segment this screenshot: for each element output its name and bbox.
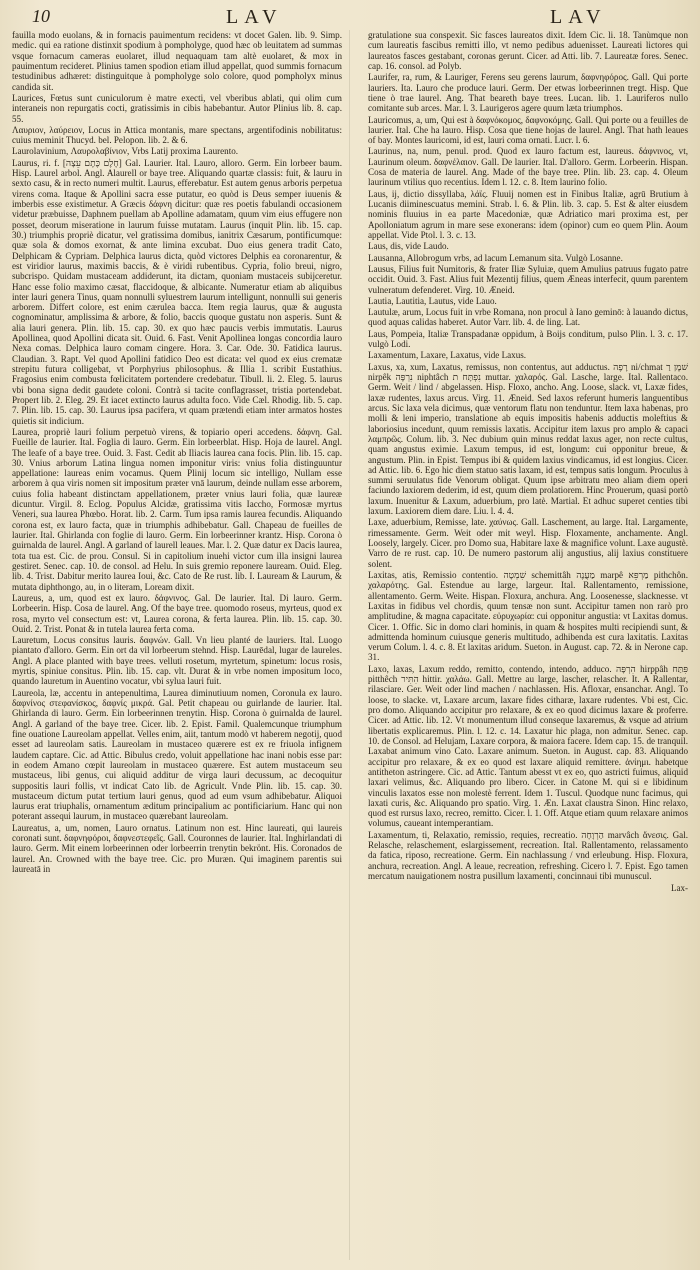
- entry-paragraph: Laurices, Fœtus sunt cuniculorum è matre execti, vel vberibus ablati, qui olim cum interaneis non repurgatis cocti, gratissimis in cibis habebantur. Autor Plinius lib. 8. cap. 55.: [12, 92, 342, 124]
- entry-paragraph: Laurifer, ra, rum, & Lauriger, Ferens seu gerens laurum, δαφνηφόρος. Gall. Qui porte lauriers. Ita. Lauro che produce lauri. Germ. Der etwas lorbeerinnen tregt. Hisp. Que tiene ò trae laurel. Ang. That beareth baye trees. Lucan. lib. 1. Lauriferos nullo comitante sub arces. Mar. l. 3. Laurigeros agere quum læta triumphos.: [368, 72, 688, 114]
- running-head-right: LAV: [550, 6, 607, 28]
- entry-paragraph: Laus, Pompeia, Italiæ Transpadanæ oppidum, à Boijs conditum, pulso Plin. l. 3. c. 17. vulgò Lodi.: [368, 328, 688, 350]
- entry-paragraph: Lautia, Lautitia, Lautus, vide Lauo.: [368, 295, 497, 306]
- entry-paragraph: Laureus, a, um, quod est ex lauro. δάφνινος. Gal. De laurier. Ital. Di lauro. Germ. Lorbeerin. Hisp. Cosa de laurel. Ang. Of the baye tree. quomodo roseus, myrteus, quod ex rosa, myrto vel consectum est: vt, Laurea corona, & ferta laurea. Plin. lib. 15. cap. 30. Ouid. 2. Trist. Ponat & in tutela laurea ferta coma.: [12, 592, 342, 634]
- catchword: Lax-: [671, 883, 688, 894]
- entry-paragraph: Laxamentum, Laxare, Laxatus, vide Laxus.: [368, 350, 527, 361]
- entry-paragraph: Laus, ij, dictio dissyllaba, λάϊς. Fluuij nomen est in Finibus Italiæ, agrū Brutium à Lucanis diiminescuatus memini. Strab. l. 6. & Plin. lib. 3. cap. 5. Est & alter eiusdem nominis fluuius in ea parte Macedoniæ, quæ Adriatico mari proxima est, per Apolloniatum agrum in mare sese exonerans: idem (opinor) cum eo quem Plin. Aoum appellat. Vide Ptol. l. 3. c. 13.: [368, 188, 688, 240]
- entry-paragraph: Laxamentum, ti, Relaxatio, remissio, requies, recreatio. הַרְוָחָה marvâch ἄνεσις. Gal. Relasche, relaschement, eslargissement, recreation. Ital. Rallentamento, relassamento da fatica, riposo, recreatione. Germ. Ein nachlassung / vnd erleubung. Hisp. Floxura, anchura, recreation. Angl. A leaue, recreation, refreshing. Cicero l. 7. Epist. Ego tamen mercatum nauigationem nostra pusillum laxamenti, concinnaui tibi munuscul.: [368, 829, 688, 881]
- left-column: [12, 30, 342, 1266]
- column-gutter: [349, 30, 350, 1260]
- entry-paragraph: Laureatus, a, um, nomen, Lauro ornatus. Latinum non est. Hinc laureati, qui laureis coronati sunt. δαφνηφόροι, δαφνεστεφεῖς. Gall. Couronnes de laurier. Ital. Inghirlandati di lauro. Germ. Mit einem lorbeerinnen oder lorbeerrin trenytin bekrönt. His. Coronados de laurel. An. Crowned with the baye tree. Cic. pro Muræn. Qui imaginem parentis sui laureatā in: [12, 822, 342, 874]
- entry-paragraph: fauilla modo euolans, & in fornacis pauimentum recidens: vt docet Galen. lib. 9. Simp. medic. qui ea ratione distinxit spodium à pompholyge, quod hæc ob leuitatem ad summas vsque fornacum cameras euolaret, illud nequaquam tam altè euolaret, & mox in pauimentum recideret. Plinius tamen spodion etiam illud appellat, quod summis fornacum testudinibus adhæret: distinguitque à pompholyge solo colore, quod pompholyx minus candida sit.: [12, 30, 342, 92]
- running-head-left: LAV: [226, 6, 283, 28]
- entry-paragraph: Lauricomus, a, um, Qui est à δαφνόκομος, δαφνοκόμης. Gall. Qui porte ou a feuilles de laurier. Ital. Che ha lauro. Hisp. Cosa que tiene hojas de laurel. Angl. That hath leaues of bay. Montes lauricomi, id est, lauri coma ornati. Lucr. l. 6.: [368, 114, 688, 146]
- entry-paragraph: Laurea, propriè lauri folium perpetuò virens, & topiario operi accedens. δάφνη. Gal. Fueille de laurier. Ital. Foglia di lauro. Germ. Ein lorbeerblat. Hisp. Hoja de laurel. Angl. The leafe of a baye tree. Ouid. 3. Fast. Cedit ab Iliacis laurea cana focis. Plin. lib. 15. cap. 30. Vnius arborum Latina lingua nomen imponitur viris: vnius folia distinguuntur appellatione: laureas enim vocamus. Quem Plinij locum sic intelligo, Nullam esse arborem à qua viris nomen sit impositum præter vnā laurum, deinde nullam esse arborem, cuius folia habeant distinctam appellationem, præter vnius lauri folia, quæ laureæ dicuntur. Virgil. 8. Eclog. Populus Alcidæ, gratissima vitis Iaccho, Formosæ myrtus Veneri, sua laurea Phœbo. Horat. lib. 2. Carm. Tum ipsa ramis laurea fecundis. Aliquando corona est, ex lauro facta, quæ in triumphis adhibebatur. Gall. Chapeau de fueilles de laurier. Ital. Ghirlanda con foglie di lauro. Germ. Ein lorbeerinner krantz. Hisp. Corona ò guirnalda de laurel. Angl. A garland of laurell leaues. Mar. l. 2. Quæ datur ex Dacis laurea, tota tua est. Cic. de prou. Consul. Si in capitolium inuehi victor cum illa insigni laurea gestiret. Senec. cap. 10. de consol. ad Helu. In suis gremio reponere lauream. Ouid. Eleg. lib. 4. Trist. Dabitur merito laurea Ioui, &c. Cato de Re rust. lib. I. Lauream & Laurum, & mutata diphthongo, au, in o literam, Loream dixit.: [12, 426, 342, 592]
- entry-paragraph: Laurinus, na, num, penul. prod. Quod ex lauro factum est, laureus. δάφνινος, vt, Laurinum oleum. δαφνέλαιον. Gall. De laurier. Ital. D'alloro. Germ. Lorbeerin. Hispan. Cosa de materia de laurel. Ang. Made of the baye tree. Plin. lib. 23. cap. 4. Oleum laurinum vtilius quo recentius. Idem l. 12. c. 8. Item laurino folio.: [368, 146, 688, 188]
- entry-paragraph: Λαυριον, λαύρειον, Locus in Attica montanis, mare spectans, argentifodinis nobilitatus: cuius meminit Thucyd. bel. Pelopon. lib. 2. & 6.: [12, 124, 342, 146]
- entry-paragraph: gratulatione sua conspexit. Sic fasces laureatos dixit. Idem Cic. li. 18. Tanùmque non cum laureatis fascibus remitti illo, vt nemo pedibus aduenisset. Laureati lictores qui laureatos fasces gestabant, coronas gerunt. Cicer. ad Atti. lib. 7. Laureatæ fores. Senec. cap. 16. consol. ad Polyb.: [368, 30, 688, 71]
- page-number: 10: [32, 6, 50, 26]
- entry-paragraph: Laurolavinium, Λαυρολαβίνιον, Vrbs Latij proxima Laurento.: [12, 146, 239, 157]
- entry-paragraph: Lautulæ, arum, Locus fuit in vrbe Romana, non procul à Iano geminō: à lauando dictus, quod aquas calidas haberet. Autor Varr. lib. 4. de ling. Lat.: [368, 307, 688, 328]
- entry-paragraph: Laus, dis, vide Laudo.: [368, 241, 449, 252]
- entry-paragraph: Laxus, xa, xum, Laxatus, remissus, non contentus, aut adductus. רָפֶה ni/chmat שׁמֶן רַ nirpêk נִרְפֶּה niphtâch נִפְתָּח ת muttar. χαλαρός. Gal. Lasche, large. Ital. Rallentaco. Germ. Weit / lind / abgelassen. Hisp. Floxo, ancho. Ang. Loose, slack. vt, Laxæ fides, laxæ rudentes, laxus arcus. Virg. 11. Æneid. Sed laxos referunt humeris languentibus arcus. Sic laxa vela dicimus, quæ ventorum flatu non tenduntur. Item laxa habenas, pro molli & leni imperio, translatione ab equis impositis habenis adductis moleftius & laboriosius incedunt, quum remissis laxatis. Accipitur item laxus pro amplo & capaci λαμπρῶς. Colum. lib. 3. Nec dubium quin minus reddat laxus ager, non recte cultus, quam angustus eximie. Laxum tempus, id est, longum: cui opponitur breue, & angustum. Plin. in Epist. Tempus ibi & quidem laxius vindicamus, id est longius. Cicer. ad Attic. lib. 6. Ego hic diem statuo satis laxam, id est, tempus satis longum. Proculus à summi seruulatus fide Venorum obligat. Quum ipse arbitratu meo aliam diem operi faciundo laxiorem dederim, id est, quum diem prolatiorem. Hinc Prouerum, quasi portò laxum. Inuenitur & Laxum, aduerbium, pro latè. Martial. Et adhuc superet centies tibi laxum. Laxiorem diem dare. Liu. l. 4. 4.: [368, 361, 688, 517]
- entry-paragraph: Lausanna, Allobrogum vrbs, ad lacum Lemanum sita. Vulgò Losanne.: [368, 252, 623, 263]
- entry-paragraph: Laureola, læ, accentu in antepenultima, Laurea diminutiuum nomen, Coronula ex lauro. δαφνίνος στεφανίσκος, δαφνίς μικρά. Gal. Petit chapeau ou guirlande de laurier. Ital. Ghirlanda di lauro. Germ. Ein lorbeerinnen trenytin. Hisp. Corona ò guirnalda de laurel. Angl. A garland of the baye tree. Cicer. lib. 2. Epist. Famil. Qualemcunque triumphum fine ouatione Laureolam appellat. Velles enim, aiit, tantum modò vt haberem negotij, quod esset ad laureolam satis. Laureolam in mustaceo quærere est ex re friuola infignem laudem captare. Cic. ad Attic. Bibulus credo, voluit appellatione hac inani nobis esse par: in eodem Amano cœpit laureolam in mustaceo quærere. Est autem mustaceum seu mustaceus, libi genus, cui aliquid additur de virga lauri decussum, ac decoquitur suppositis lauri follis, vt indicat Cato lib. de Agricult. Vnde Plin. lib. 15. cap. 30. mustaceum dictum putat tertium lauri genus, quod ad eum vsum adhibebatur. Aliquoi laurus erat triuphalis, ornamentum æditum principalium ac pontificiarium. Hanc qui non poterant assequi laurum, in mustaceo quærebant laureolam.: [12, 687, 342, 822]
- entry-paragraph: Laxitas, atis, Remissio contentio. שִׁמְטָה schemittâh מַעֲנֶה marpê מַרְפֵּא pithchôn. χαλαρότης. Gal. Estendue au large, largeur. Ital. Rallentamento, remissione, allentamento. Germ. Weite. Hispan. Floxura, anchura. Ang. Loosenesse, slacknesse. vt Laxitas in fidibus vel chordis, quum tensæ non sunt. Accipitur tamen non rarò pro amplitudine, & magna capacitate. εὐρυχωρία: cui opponitur angustia: vt Laxitas domus. Cicer. 1. Offic. Sic in domo clari hominis, in quam & hospites multi recipiendi sunt, & admittenda hominum cuiusque generis multitudo, adhibenda est cura laxitatis. Laxitas verum Colum. l. 4. c. 8. Et laxitas aridum. Sueton. in August. cap. 72. & in Nerone cap. 31.: [368, 569, 688, 663]
- entry-paragraph: Lausus, Filius fuit Numitoris, & frater Iliæ Syluiæ, quem Amulius patruus fugato patre occidit. Ouid. 3. Fast. Alius fuit Mezentij filius, quem Æneas interfecit, quum parentem vulneratum defenderet. Virg. 10. Æneid.: [368, 263, 688, 295]
- entry-paragraph: Laurus, ri. f. [חֶלֶם כֶּתֶם עֵצָה] Gal. Laurier. Ital. Lauro, alloro. Germ. Ein lorbeer baum. Hisp. Laurel arbol. Angl. Alaurell or baye tree. Aliquando quartæ classis: fuit, & lauru in sexto casu, & in recto numeri multit. Laurus, efferebatur. Est autem genus arboris perpetua virens coma. Itaque & Apollini sacra esse putatur, eo quòd is Deus semper iuuenis & imberbis esse existimetur. A Græcis δάφνη dicitur: quæ res poetis fabulandi occasionem videtur præbuisse, Daphnem puellam ab Apolline adamatam, quum vim eius effugere non posset, deorum miseratione in laurum fuisse mutatam. Laurus (inquit Plin. lib. 15. cap. 30.) triumphis propriè dicatur, vel gratissima domibus, ianitrix Cæsarum, pontificumque: quæ sola & domos exornat, & ante limina excubat. Duo eius genera tradit Cato, Delphicam & Cypriam. Delphica laurus dicta, quòd victores Delphis ea coronarentur, & est viridior laurus, maximis baccis, & è viridi rubentibus. Cypria, folio breui, nigro, subcrispo. Quidam mustaceam addiderunt, ita dictam, quoniam mustaceis subijceretur. Hanc esse folio maximo cæsat, flaccidoque, & albicante. Numeratur etiam ab aliquibus inter lauri genera Tinus, quam nonnulli syluestrem laurum intelligunt, nonnulli sui generis arborem. Differt colore, est enim cærulea bacca. Item regia laurus, quæ & augusta cognominatur, amplissima & arbore, & folio, baccis quoque gustatu non asperis. Sunt & alia lauri genera. Plin. lib. 15. cap. 30. ex quo hæc paucis verbis immutatis. Laurus Apollinea, quod Apollini dicata sit. Ouid. 6. Fast. Venit Apollinea longas concordia lauro Nexa comas. Delphica lauro comam cingere. Hora. 3. Car. Ode. 30. Fatidica laurus. Claudian. 3. Rapt. Vel quod Apollini fatidico Deo est dicata: vel quod ex eius crematæ strepitu futura colligebat, vt Porphyrius philosophus. & Illia 1. scribit Eustathius. Fragosius enim combusta fœlicitatem portendere credebatur. Tibull. li. 2. Eleg. 5. laurus vbi bona signa dedit gaudete coloni. Contrà si tacite conflagrasset, tristia portendebat. Propert lib. 2. Eleg. 29. Et iacet extincto laurus adulta foco. Vide Cæl. Rhodig. lib. 5. cap. 7. Plin. lib. 15. cap. 30. Laurus ipsa pacifera, vt quam prætendi etiam inter armatos hostes quietis sit indicium.: [12, 157, 342, 426]
- entry-paragraph: Laxe, aduerbium, Remisse, late. χαύνως. Gall. Laschement, au large. Ital. Largamente, rimessamente. Germ. Weit oder mit weyl. Hisp. Floxamente, anchamente. Angl. Loosely, largely. Cicer. pro Domo sua, Habitare laxe & magnifice volunt. Laxe augustè. Varro de re rust. cap. 10. De numero pastorum alij angustius, alij laxius constituere solent.: [368, 517, 688, 569]
- two-column-body: [12, 30, 688, 1266]
- page-header: [12, 6, 688, 30]
- right-column: [358, 30, 688, 1266]
- entry-paragraph: Laxo, laxas, Laxum reddo, remitto, contendo, intendo, adduco. הִרְפָּה hirppâh פִּתַּח pitthêch הִתִּיר hittir. χαλάω. Gall. Mettre au large, lascher, relascher. It. A Rallentar, rilasciare. Ger. Weit oder lind machen / nachlassen. His. Afloxar, ensanchar. Angl. To loose, to slacke. vt, Laxare arcum, laxare fides citharæ, laxare rudentes. Vbi est, Cic. pro domo. Aliquando accipitur pro relaxare, & ex eo quod dicimus laxare & proferre. Cicer. ad Attic. lib. 12. Vt monumentum illud conseque laxaremus, & vsque ad atrium libertatis explicaremus. Plin. l. 12. c. 14. Laxatur hic plaga, non admitur. Senec. cap. 10. de Consol. ad Helujam, Laxare corpora, & maiora facere. Idem cap. 15. de tranquil. Laxabat animum vino Cato. Laxare animum. Sueton. in August. cap. 83. Aliquando accipitur pro relaxare, & ex eo quod est laxare aliquid remittere. ἀνίημι. habetque antitheton astringere. Cic. ad Attic. Tantum abesst vt ex eo, quo astricti fuimus, aliquid laxari velimus, &c. Aliquando pro libero. Cicer. in Catone M. qui si e libidinum vinculis laxatos esse non molestè ferrent. Idem 1. Tuscul. Quodque nunc facimus, qui laxati curis, &c. Aliquando pro spatio. Virg. 1. Æn. Laxat claustra Sinon. Hinc relaxo, quod est rursus laxo, recreo, remitto. Cicer. l. 1. Off. Atque etiam quum relaxare animos volumus, caueant intemperantiam.: [368, 663, 688, 829]
- entry-paragraph: Lauretum, Locus consitus lauris. δαφνών. Gall. Vn lieu planté de lauriers. Ital. Luogo piantato d'alloro. Germ. Ein ort da vil lorbeerum stehnd. Hisp. Laurēdal, lugar de laureles. Angl. A place planted with baye trees. velluti rosetum, myrtetum, spinetum: locus rosis, myrtis, spiniue consitus. Plin. lib. 15. cap. vlt. Durat & in vrbe nomen impositum loco, quando lauretum in Auentino vocatur, vbi sylua lauri fuit.: [12, 635, 342, 687]
